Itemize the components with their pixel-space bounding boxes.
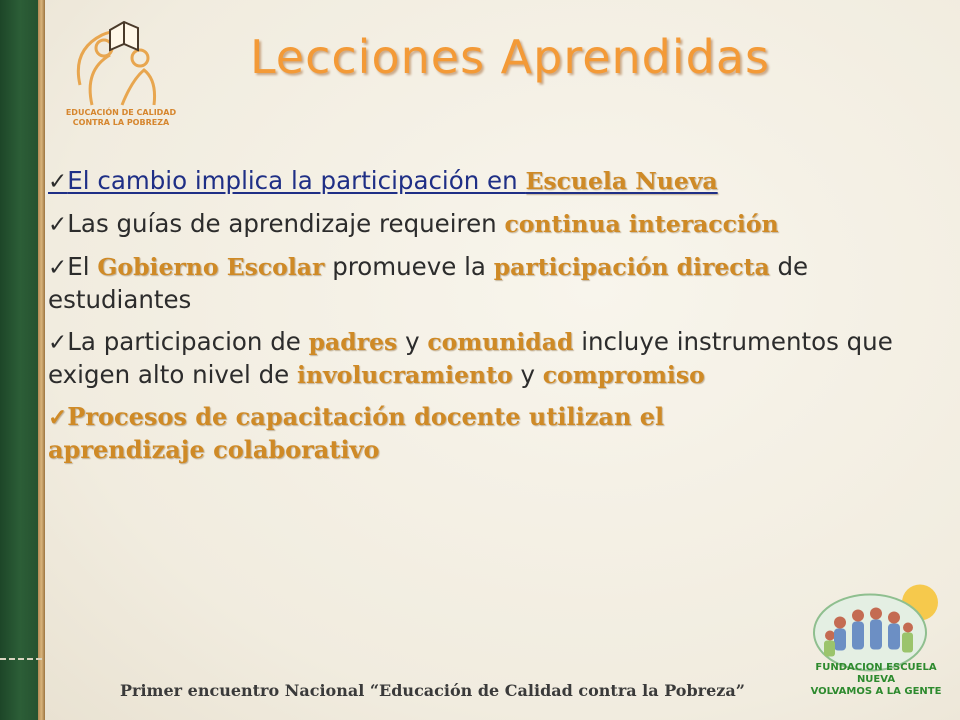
bullet-text: y [512,360,543,389]
foundation-name: FUNDACION ESCUELA NUEVA [815,662,937,685]
foundation-slogan: VOLVAMOS A LA GENTE [810,686,942,697]
bullet-text: Las guías de aprendizaje requeiren [67,209,505,238]
bullet-text: incluye instrumentos que exigen alto nivel de [48,327,893,389]
page-title: Lecciones Aprendidas [249,30,771,84]
bullet-text: El cambio implica la participación en [67,166,526,195]
bullet-highlight: Escuela Nueva [525,167,718,195]
chalk-marks [0,658,42,666]
bullet-highlight: involucramiento [297,361,513,389]
bullet-text: La participacion de [67,327,309,356]
bullet-item [48,401,948,466]
logo-caption-line-1: EDUCACIÓN DE CALIDAD [65,108,177,117]
footer-caption: Primer encuentro Nacional “Educación de Calidad contra la Pobreza” [120,681,745,700]
foundation-logo-text [796,662,956,698]
bullet-highlight: Gobierno Escolar [97,253,325,281]
bullet-highlight: compromiso [542,361,705,389]
bullet-item [48,326,948,391]
checkmark-icon: ✓ [48,212,68,238]
bullet-text: El [67,252,98,281]
bullet-text: y [397,327,428,356]
bullet-text: de estudiantes [48,252,809,314]
bullet-highlight: padres [308,328,398,356]
logo-caption [56,108,186,128]
bullet-text: Procesos de capacitación docente utilizan el aprendizaje colaborativo [48,402,665,464]
bullet-text: promueve la [324,252,494,281]
bullet-item [48,165,948,198]
bullet-highlight: participación directa [493,253,770,281]
checkmark-icon: ✓ [48,404,68,431]
checkmark-icon: ✓ [48,255,68,281]
bullet-item [48,208,948,241]
logo-caption-line-2: CONTRA LA POBREZA [72,118,170,127]
bullet-highlight: comunidad [427,328,574,356]
chalkboard-frame [38,0,45,720]
checkmark-icon: ✓ [48,330,68,356]
bullet-item [48,251,948,316]
bullet-list [48,165,948,476]
bullet-highlight: continua interacción [504,210,779,238]
checkmark-icon: ✓ [48,169,68,195]
